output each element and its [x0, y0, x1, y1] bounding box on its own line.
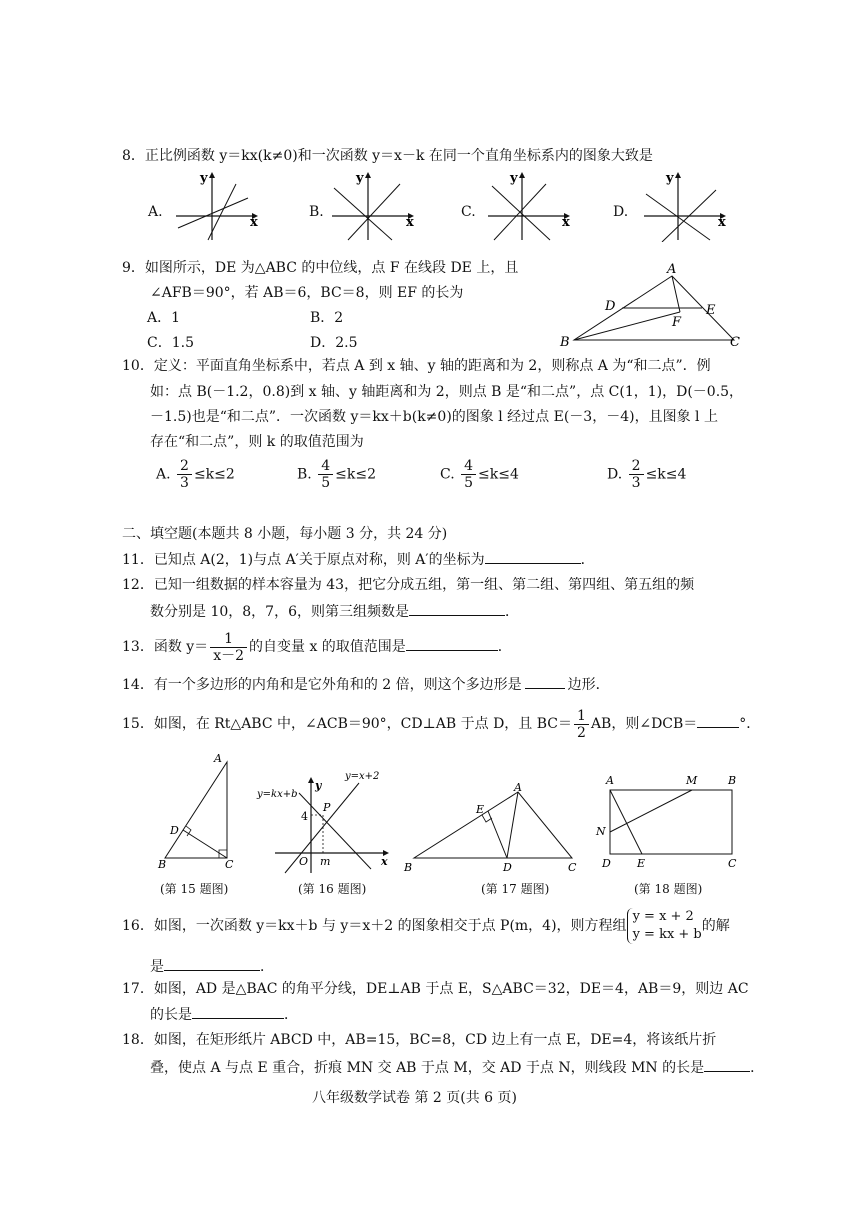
- fig17-label-d: D: [503, 861, 512, 874]
- q10-b-range: ≤k≤2: [335, 466, 376, 483]
- fig16-label-line1: y=x+2: [345, 771, 380, 782]
- fig15-label-a: A: [214, 752, 222, 765]
- question-10-line-1: 10．定义：平面直角坐标系中，若点 A 到 x 轴、y 轴的距离和为 2，则称点 A 为“和二点”．例: [122, 358, 711, 374]
- q15-end: °．: [739, 716, 761, 732]
- fig18-label-m: M: [686, 774, 698, 787]
- q14-answer-blank[interactable]: [525, 674, 565, 689]
- q9-label-b: B: [560, 335, 570, 350]
- q9-label-c: C: [730, 335, 740, 350]
- q8-option-a[interactable]: A.: [148, 204, 163, 220]
- fig15-label-c: C: [225, 858, 234, 871]
- q9-option-c[interactable]: C．1.5: [147, 335, 194, 351]
- q8-graph-b: [328, 170, 418, 242]
- question-18-line-2: [150, 1057, 764, 1078]
- svg-text:y: y: [200, 171, 208, 186]
- fig17-label-a: A: [514, 781, 522, 794]
- q10-d-range: ≤k≤4: [645, 466, 687, 483]
- fig16-label-x: x: [381, 855, 388, 868]
- q17-answer-blank[interactable]: [192, 1004, 284, 1019]
- q8-option-c[interactable]: C.: [461, 204, 476, 220]
- svg-text:y: y: [356, 171, 364, 186]
- q8-option-b[interactable]: B.: [309, 204, 324, 220]
- q8-graph-c: [484, 170, 574, 242]
- fig15-right-triangle: [152, 750, 242, 875]
- fig16-label-4: 4: [301, 810, 308, 823]
- question-10-line-2: 如：点 B(－1.2，0.8)到 x 轴、y 轴距离和为 2，则点 B 是“和二点”，点 C(1，1)，D(－0.5，: [150, 384, 744, 400]
- fig17-label-b: B: [404, 861, 413, 874]
- q9-option-d[interactable]: D．2.5: [310, 335, 358, 351]
- svg-text:x: x: [250, 215, 258, 230]
- q15-answer-blank[interactable]: [697, 713, 739, 728]
- q17-end: ．: [284, 1007, 298, 1023]
- q13-answer-blank[interactable]: [406, 636, 498, 651]
- q12-answer-blank[interactable]: [409, 601, 505, 616]
- q10-d-num: 2: [629, 458, 644, 475]
- fig18-label-c: C: [728, 857, 737, 870]
- q16-line2-text: 是: [150, 959, 164, 975]
- q15-num: 1: [574, 708, 589, 725]
- fig16-label-p: P: [323, 801, 331, 814]
- q16-eq1: y = x + 2: [632, 909, 694, 924]
- svg-text:y: y: [510, 171, 518, 186]
- question-8: 8．正比例函数 y＝kx(k≠0)和一次函数 y＝x－k 在同一个直角坐标系内的图象大致是: [122, 148, 653, 164]
- q10-option-a-label: A.: [156, 466, 171, 483]
- q13-den: x－2: [213, 647, 244, 664]
- fig16-line-graph: [255, 765, 395, 875]
- fig18-label-d: D: [602, 857, 611, 870]
- question-16-line-2: [150, 956, 274, 977]
- fig18-rectangle: [594, 770, 749, 875]
- q8-option-d[interactable]: D.: [613, 204, 629, 220]
- svg-text:x: x: [562, 215, 570, 230]
- q14-pre: 14．有一个多边形的内角和是它外角和的 2 倍，则这个多边形是: [122, 677, 522, 693]
- q13-num: 1: [210, 631, 247, 648]
- q10-option-a[interactable]: [156, 458, 235, 491]
- q10-option-c[interactable]: [440, 458, 519, 491]
- q18-line2-text: 叠，使点 A 与点 E 重合，折痕 MN 交 AB 于点 M，交 AD 于点 N，则线段 MN 的长是: [150, 1060, 705, 1076]
- q10-b-den: 5: [321, 475, 331, 491]
- svg-text:x: x: [718, 215, 726, 230]
- q16-pre: 16．如图，一次函数 y＝kx＋b 与 y＝x＋2 的图象相交于点 P(m，4)，则方程组: [122, 918, 627, 934]
- q10-c-range: ≤k≤4: [478, 466, 519, 483]
- q16-end: ．: [260, 959, 274, 975]
- q10-a-den: 3: [180, 475, 189, 491]
- fig16-label-o: O: [299, 855, 309, 868]
- q9-triangle-figure: [556, 260, 746, 350]
- fig18-label-b: B: [728, 774, 737, 787]
- question-12-text: 数分别是 10，8，7，6，则第三组频数是: [150, 604, 409, 620]
- fig16-label-m: m: [320, 855, 331, 868]
- q13-post: 的自变量 x 的取值范围是: [249, 639, 406, 655]
- q8-graph-d: [640, 170, 730, 242]
- question-17-line-2: [150, 1004, 298, 1025]
- question-13: [122, 628, 512, 666]
- question-9-line-1: 9．如图所示，DE 为△ABC 的中位线，点 F 在线段 DE 上，且: [122, 260, 519, 276]
- q10-b-num: 4: [318, 458, 333, 475]
- q13-pre: 13．函数 y＝: [122, 639, 209, 655]
- q10-d-den: 3: [631, 475, 641, 491]
- q9-label-e: E: [706, 303, 716, 318]
- fig16-label-line2: y=kx+b: [257, 789, 298, 800]
- q10-option-b-label: B.: [297, 466, 312, 483]
- q16-equation-system: [627, 908, 702, 944]
- q10-option-d[interactable]: [607, 458, 686, 491]
- fig17-caption: (第 17 题图): [481, 882, 550, 896]
- question-11: [122, 549, 595, 570]
- fig18-label-n: N: [596, 825, 606, 838]
- q10-option-d-label: D.: [607, 466, 623, 483]
- question-11-text: 11．已知点 A(2，1)与点 A′关于原点对称，则 A′的坐标为: [122, 552, 485, 568]
- section-2-heading: 二、填空题(本题共 8 小题，每小题 3 分，共 24 分): [122, 526, 448, 542]
- q8-graph-a: [172, 170, 262, 242]
- q17-line2-text: 的长是: [150, 1007, 192, 1023]
- q10-a-range: ≤k≤2: [193, 466, 235, 483]
- svg-text:x: x: [406, 215, 414, 230]
- fig16-label-y: y: [315, 779, 322, 792]
- q9-option-a[interactable]: A．1: [147, 310, 181, 326]
- fig18-caption: (第 18 题图): [634, 882, 703, 896]
- q15-den: 2: [577, 724, 586, 741]
- fig16-caption: (第 16 题图): [298, 882, 367, 896]
- question-10-line-4: 存在“和二点”，则 k 的取值范围为: [150, 434, 364, 450]
- fig18-label-e: E: [637, 857, 646, 870]
- q13-end: ．: [497, 639, 512, 655]
- q9-option-b[interactable]: B．2: [310, 310, 344, 326]
- question-14: [122, 674, 610, 695]
- question-10-line-3: －1.5)也是“和二点”．一次函数 y＝kx＋b(k≠0)的图象 l 经过点 E(－3，－4)，且图象 l 上: [150, 409, 718, 425]
- fig15-label-d: D: [170, 824, 179, 837]
- q11-answer-blank[interactable]: [485, 549, 581, 564]
- q16-eq2: y = kx + b: [632, 927, 702, 942]
- q9-label-d: D: [605, 299, 616, 314]
- question-17-line-1: 17．如图，AD 是△BAC 的角平分线，DE⊥AB 于点 E，S△ABC＝32，DE＝4，AB＝9，则边 AC: [122, 981, 749, 997]
- q18-answer-blank[interactable]: [704, 1057, 750, 1072]
- q18-end: ．: [750, 1060, 765, 1076]
- q15-post: AB，则∠DCB＝: [590, 716, 698, 732]
- q9-label-f: F: [672, 315, 682, 330]
- q10-option-c-label: C.: [440, 466, 455, 483]
- fig17-label-e: E: [476, 803, 485, 816]
- page-footer: 八年级数学试卷 第 2 页(共 6 页): [312, 1090, 517, 1106]
- fig17-triangle: [400, 780, 585, 875]
- question-18-line-1: 18．如图，在矩形纸片 ABCD 中，AB=15，BC=8，CD 边上有一点 E，DE=4，将该纸片折: [122, 1032, 717, 1048]
- question-16: [122, 906, 730, 946]
- question-12-line-2: [150, 601, 519, 622]
- q10-c-den: 5: [464, 475, 474, 491]
- q16-post: 的解: [701, 918, 730, 934]
- question-9-line-2: ∠AFB＝90°，若 AB＝6，BC＝8，则 EF 的长为: [150, 285, 464, 301]
- fig18-label-a: A: [606, 774, 614, 787]
- q15-pre: 15．如图，在 Rt△ABC 中，∠ACB＝90°，CD⊥AB 于点 D，且 BC＝: [122, 716, 573, 732]
- question-15: [122, 705, 760, 743]
- q14-post: 边形．: [567, 677, 610, 693]
- fig15-caption: (第 15 题图): [160, 882, 229, 896]
- q10-c-num: 4: [461, 458, 476, 475]
- q16-answer-blank[interactable]: [164, 956, 260, 971]
- fig17-label-c: C: [568, 861, 577, 874]
- question-12-line-1: 12．已知一组数据的样本容量为 43，把它分成五组，第一组、第二组、第四组、第五组的频: [122, 577, 695, 593]
- q10-a-num: 2: [177, 458, 192, 475]
- fig15-label-b: B: [158, 858, 167, 871]
- q9-label-a: A: [667, 262, 677, 277]
- svg-text:y: y: [666, 171, 674, 186]
- q12-end: ．: [505, 604, 519, 620]
- q11-end: ．: [580, 552, 595, 568]
- q10-option-b[interactable]: [297, 458, 376, 491]
